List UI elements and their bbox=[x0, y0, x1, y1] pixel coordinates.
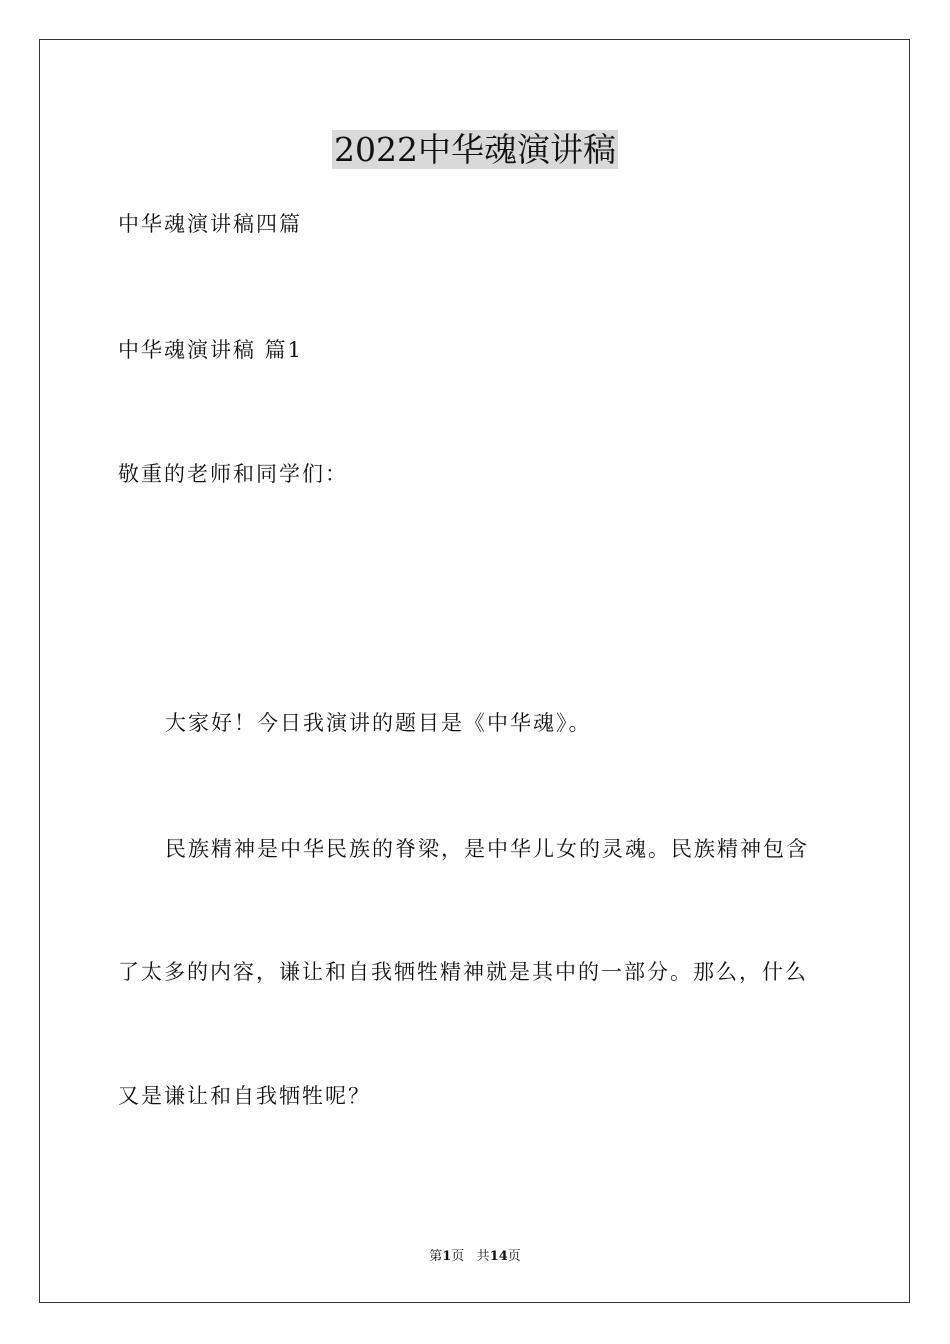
footer-page-prefix: 第 bbox=[429, 1249, 443, 1264]
footer-page-suffix: 页 bbox=[451, 1249, 465, 1264]
paragraph-2-line-3: 又是谦让和自我牺牲呢？ bbox=[118, 1084, 371, 1108]
document-subtitle: 中华魂演讲稿四篇 bbox=[118, 212, 302, 236]
footer-total-prefix: 共 bbox=[476, 1249, 490, 1264]
document-title-text: 2022中华魂演讲稿 bbox=[334, 130, 616, 169]
footer-total-pages: 14 bbox=[489, 1249, 508, 1264]
footer-page-number: 1 bbox=[442, 1249, 452, 1264]
footer-total-suffix: 页 bbox=[507, 1249, 521, 1264]
document-title bbox=[0, 128, 950, 172]
paragraph-2-line-2: 了太多的内容，谦让和自我牺牲精神就是其中的一部分。那么，什么 bbox=[118, 960, 808, 984]
salutation: 敬重的老师和同学们： bbox=[118, 462, 348, 486]
page-footer bbox=[0, 1248, 950, 1266]
section-heading: 中华魂演讲稿 篇1 bbox=[118, 338, 304, 362]
paragraph-2-line-1: 民族精神是中华民族的脊梁，是中华儿女的灵魂。民族精神包含 bbox=[165, 837, 809, 861]
paragraph-1: 大家好！今日我演讲的题目是《中华魂》。 bbox=[165, 711, 592, 735]
